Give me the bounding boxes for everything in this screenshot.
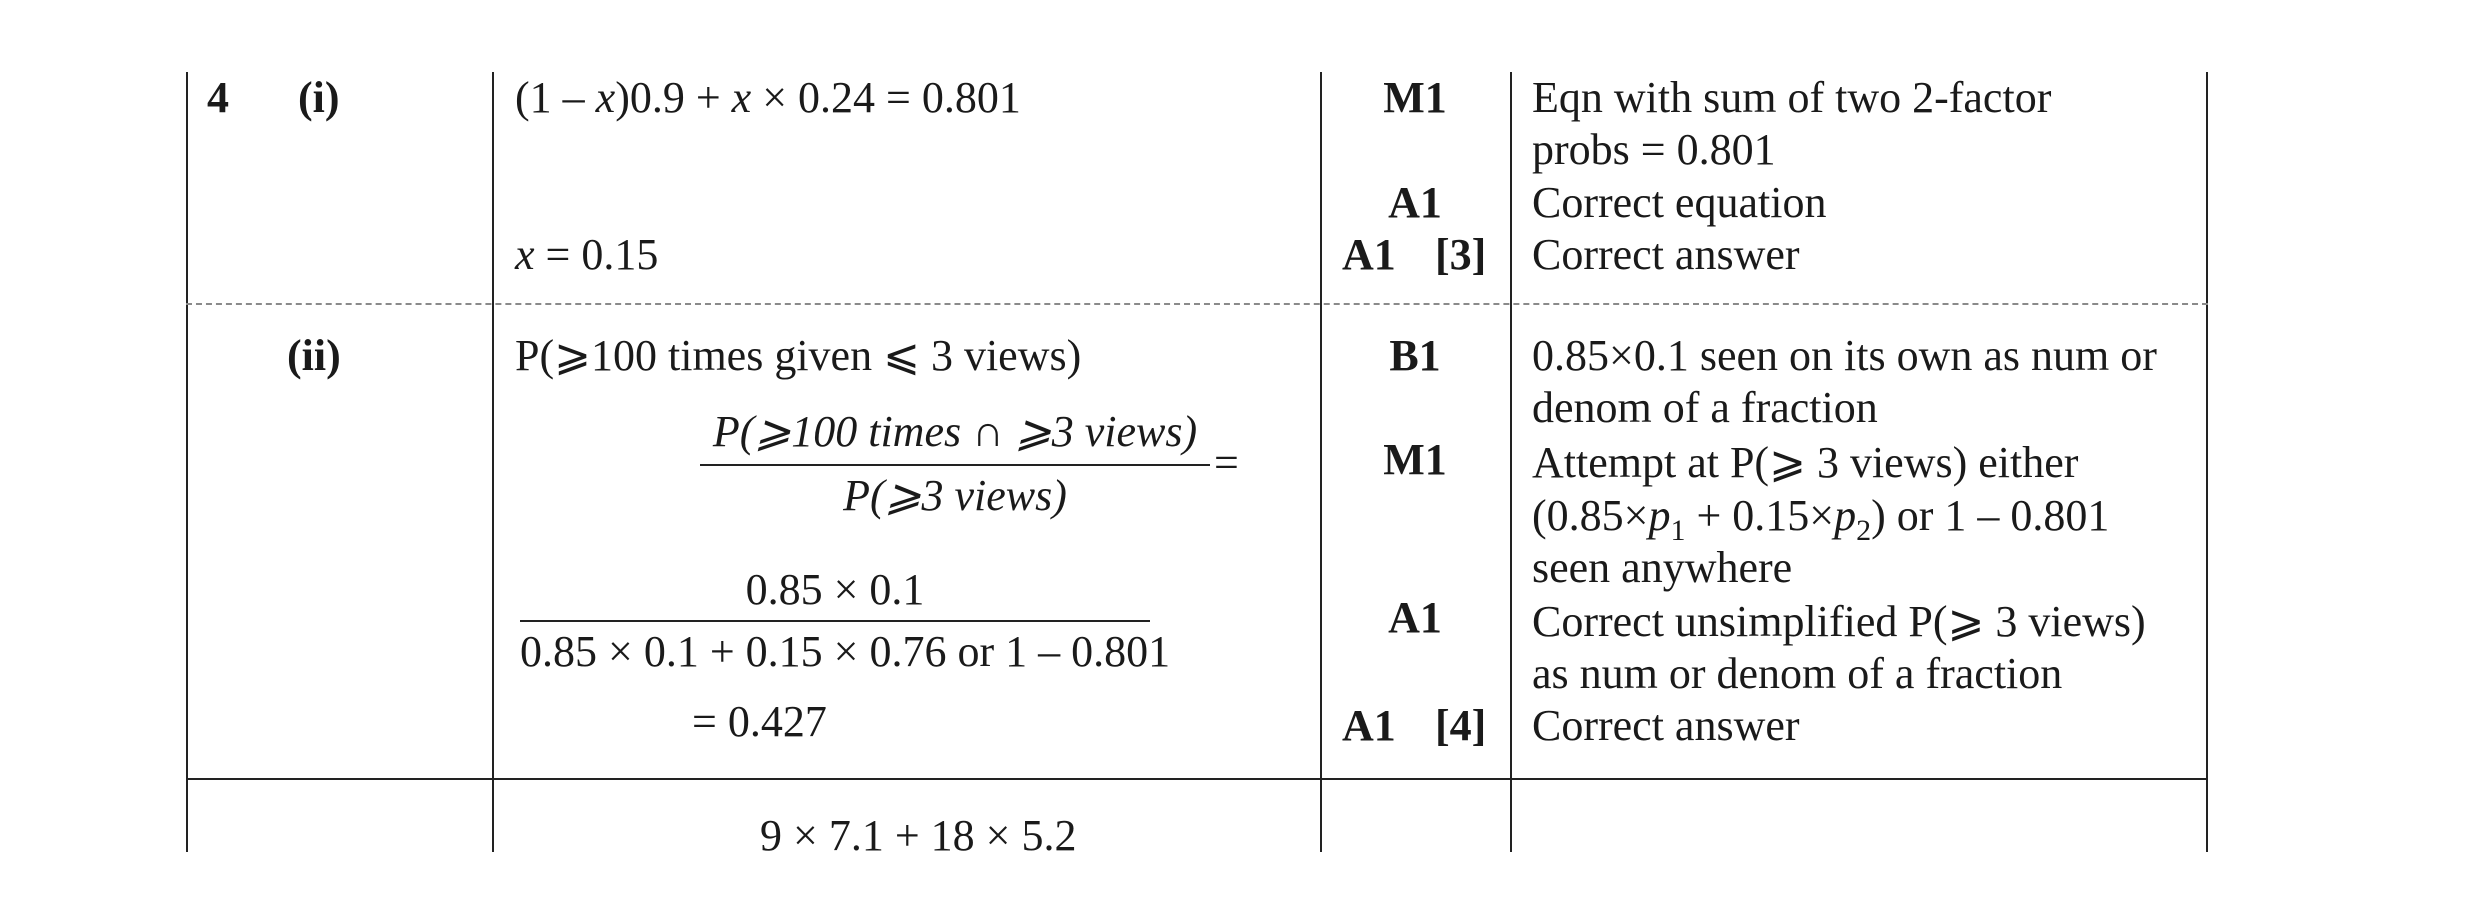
part-i-answer [515, 229, 658, 281]
variable-x: x [515, 230, 535, 279]
variable-x: x [595, 73, 616, 122]
next-row-partial-numerator: 9 × 7.1 + 18 × 5.2 [760, 811, 1077, 852]
guidance-line: as num or denom of a fraction [1532, 649, 2063, 698]
table-border-right [2206, 72, 2208, 852]
mark-total: [3] [1435, 230, 1487, 279]
equation-lhs-open: (1 – [515, 73, 596, 122]
p-symbol: p [1648, 491, 1671, 540]
part-i-label: (i) [298, 73, 340, 122]
fraction-denominator: P(⩾3 views) [843, 471, 1067, 520]
column-divider-marks [1320, 72, 1322, 852]
fraction-bar [520, 620, 1150, 622]
guidance-line: Correct equation [1532, 178, 1827, 227]
conditional-probability-statement: P(⩾100 times given ⩽ 3 views) [515, 331, 1082, 380]
answer-value: = 0.15 [534, 230, 659, 279]
guidance-line: Eqn with sum of two 2-factor [1532, 73, 2052, 122]
mark-code: A1 [1342, 230, 1396, 279]
column-divider-guidance [1510, 72, 1512, 852]
mark-total: [4] [1435, 701, 1487, 750]
row-separator-dashed [186, 303, 2208, 305]
mark-code: A1 [1388, 178, 1442, 227]
row-separator-solid [186, 778, 2208, 780]
guidance-line: probs = 0.801 [1532, 125, 1776, 174]
equals-sign: = [1214, 438, 1239, 487]
equation-rhs: × 0.24 = 0.801 [751, 73, 1021, 122]
guidance-line: Correct unsimplified P(⩾ 3 views) [1532, 597, 2146, 646]
fraction-numerator: 0.85 × 0.1 [745, 565, 925, 614]
equation-lhs-mid: )0.9 + [615, 73, 732, 122]
guidance-line: denom of a fraction [1532, 383, 1878, 432]
guidance-line: Attempt at P(⩾ 3 views) either [1532, 438, 2079, 487]
guidance-line: seen anywhere [1532, 543, 1793, 592]
part-ii-result: = 0.427 [692, 697, 827, 746]
table-border-left [186, 72, 188, 852]
guidance-line: Correct answer [1532, 701, 1800, 750]
column-divider-answer [492, 72, 494, 852]
p-subscript: 2 [1856, 513, 1872, 547]
question-number: 4 [207, 73, 229, 122]
next-row-clip [700, 810, 1120, 852]
p-subscript: 1 [1670, 513, 1686, 547]
p-symbol: p [1834, 491, 1857, 540]
part-ii-label: (ii) [287, 331, 341, 380]
guidance-line: 0.85×0.1 seen on its own as num or [1532, 331, 2157, 380]
fraction-bar [700, 464, 1210, 466]
mark-code: A1 [1388, 593, 1442, 642]
guidance-line: $(0.85\times p_1 + 0.15\times p_2)$ or 1 – 0.801 [1532, 491, 2110, 547]
mark-code: M1 [1383, 73, 1447, 122]
mark-code: M1 [1383, 435, 1447, 484]
guidance-line: Correct answer [1532, 230, 1800, 279]
mark-code: B1 [1389, 331, 1441, 380]
mark-code: A1 [1342, 701, 1396, 750]
fraction-numerator: P(⩾100 times ∩ ⩾3 views) [712, 407, 1198, 456]
part-i-equation [515, 72, 1021, 124]
fraction-denominator: 0.85 × 0.1 + 0.15 × 0.76 or 1 – 0.801 [520, 627, 1171, 676]
variable-x: x [731, 73, 752, 122]
